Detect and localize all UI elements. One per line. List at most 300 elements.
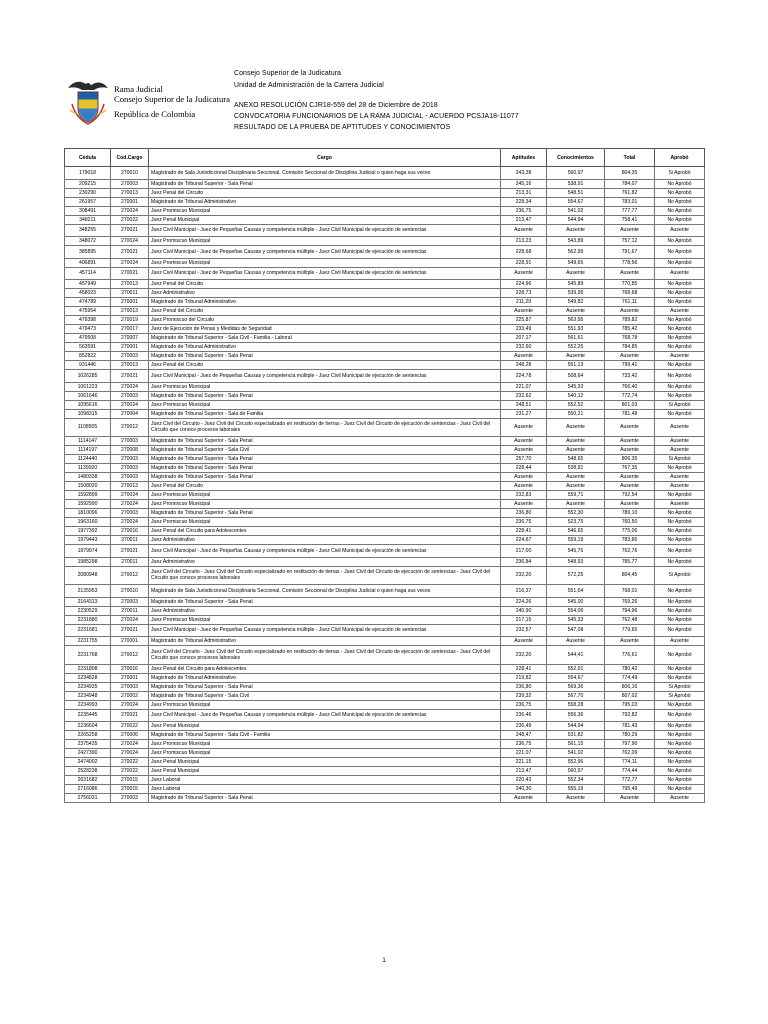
conocimientos-cell: Ausente xyxy=(547,482,605,491)
aprobo-cell: Si Aprobó xyxy=(655,400,705,409)
table-row xyxy=(65,307,705,316)
aptitudes-cell: 220,43 xyxy=(501,776,547,785)
cod-cargo-cell: 270013 xyxy=(111,482,149,491)
cedula-cell: 2234935 xyxy=(65,682,111,691)
aptitudes-cell: 232,20 xyxy=(501,566,547,585)
cod-cargo-cell: 270024 xyxy=(111,382,149,391)
cod-cargo-cell: 270024 xyxy=(111,749,149,758)
aprobo-cell: Ausente xyxy=(655,307,705,316)
aprobo-cell: No Aprobó xyxy=(655,237,705,246)
conocimientos-cell: 549,82 xyxy=(547,298,605,307)
aptitudes-cell: 213,23 xyxy=(501,237,547,246)
table-row xyxy=(65,794,705,803)
conocimientos-cell: 545,89 xyxy=(547,280,605,289)
cedula-cell: 1061223 xyxy=(65,382,111,391)
total-cell: Ausente xyxy=(605,482,655,491)
cargo-cell: Juez Penal del Circuito xyxy=(149,307,501,316)
aprobo-cell: No Aprobó xyxy=(655,370,705,383)
total-cell: 784,85 xyxy=(605,343,655,352)
cargo-cell: Magistrado de Tribunal Administrativo xyxy=(149,343,501,352)
cargo-cell: Juez Promiscuo Municipal xyxy=(149,491,501,500)
table-row xyxy=(65,722,705,731)
total-cell: 789,82 xyxy=(605,316,655,325)
aprobo-cell: No Aprobó xyxy=(655,785,705,794)
table-row xyxy=(65,758,705,767)
total-cell: 774,49 xyxy=(605,673,655,682)
cedula-cell: 479398 xyxy=(65,316,111,325)
cedula-cell: 931446 xyxy=(65,361,111,370)
aptitudes-cell: 213,47 xyxy=(501,767,547,776)
aptitudes-cell: 228,41 xyxy=(501,664,547,673)
table-row xyxy=(65,258,705,267)
conocimientos-cell: 552,01 xyxy=(547,664,605,673)
aptitudes-cell: 207,17 xyxy=(501,334,547,343)
conocimientos-cell: 549,65 xyxy=(547,258,605,267)
cod-cargo-cell: 270019 xyxy=(111,316,149,325)
cedula-cell: 2231768 xyxy=(65,646,111,665)
aptitudes-cell: Ausente xyxy=(501,794,547,803)
total-cell: 783,01 xyxy=(605,197,655,206)
conocimientos-cell: 544,94 xyxy=(547,215,605,224)
aptitudes-cell: 248,28 xyxy=(501,361,547,370)
cedula-cell: 479473 xyxy=(65,325,111,334)
cargo-cell: Juez Promiscuo Municipal xyxy=(149,206,501,215)
total-cell: 792,54 xyxy=(605,491,655,500)
total-cell: 775,06 xyxy=(605,527,655,536)
aprobo-cell: No Aprobó xyxy=(655,731,705,740)
conocimientos-cell: Ausente xyxy=(547,418,605,437)
aptitudes-cell: 245,16 xyxy=(501,179,547,188)
aptitudes-cell: 225,87 xyxy=(501,316,547,325)
cod-cargo-cell: 270010 xyxy=(111,167,149,180)
conocimientos-cell: Ausente xyxy=(547,307,605,316)
total-cell: 761,11 xyxy=(605,298,655,307)
cedula-cell: 1592990 xyxy=(65,500,111,509)
cedula-cell: 2265258 xyxy=(65,731,111,740)
cedula-cell: 209215 xyxy=(65,179,111,188)
table-row xyxy=(65,664,705,673)
cedula-cell: 1508020 xyxy=(65,482,111,491)
aptitudes-cell: Ausente xyxy=(501,267,547,280)
cedula-cell: 348072 xyxy=(65,237,111,246)
aprobo-cell: No Aprobó xyxy=(655,749,705,758)
aptitudes-cell: 236,80 xyxy=(501,682,547,691)
table-row xyxy=(65,700,705,709)
table-row xyxy=(65,536,705,545)
conocimientos-cell: 546,65 xyxy=(547,527,605,536)
cedula-cell: 475954 xyxy=(65,307,111,316)
cedula-cell: 2231880 xyxy=(65,615,111,624)
total-cell: 781,43 xyxy=(605,722,655,731)
total-cell: 776,61 xyxy=(605,646,655,665)
aptitudes-cell: 228,73 xyxy=(501,289,547,298)
cedula-cell: 1977392 xyxy=(65,527,111,536)
cedula-cell: 479508 xyxy=(65,334,111,343)
conocimientos-cell: 554,06 xyxy=(547,606,605,615)
cargo-cell: Magistrado de Tribunal Administrativo xyxy=(149,298,501,307)
cedula-cell: 385895 xyxy=(65,246,111,259)
cedula-cell: 2528238 xyxy=(65,767,111,776)
aprobo-cell: No Aprobó xyxy=(655,758,705,767)
cargo-cell: Juez Promiscuo del Circuito xyxy=(149,316,501,325)
conocimientos-cell: 552,34 xyxy=(547,776,605,785)
conocimientos-cell: 560,97 xyxy=(547,767,605,776)
cod-cargo-cell: 270013 xyxy=(111,280,149,289)
aprobo-cell: No Aprobó xyxy=(655,197,705,206)
total-cell: 777,77 xyxy=(605,206,655,215)
column-header-cargo: Cargo xyxy=(149,149,501,167)
aptitudes-cell: 236,46 xyxy=(501,709,547,722)
aprobo-cell: No Aprobó xyxy=(655,361,705,370)
conocimientos-cell: Ausente xyxy=(547,267,605,280)
cod-cargo-cell: 270010 xyxy=(111,585,149,598)
table-row xyxy=(65,464,705,473)
conocimientos-cell: 556,36 xyxy=(547,709,605,722)
cedula-cell: 2756031 xyxy=(65,794,111,803)
table-row xyxy=(65,224,705,237)
cod-cargo-cell: 270003 xyxy=(111,682,149,691)
table-row xyxy=(65,179,705,188)
cedula-cell: 1095616 xyxy=(65,400,111,409)
total-cell: 733,42 xyxy=(605,370,655,383)
aprobo-cell: Ausente xyxy=(655,267,705,280)
logo-line-3: República de Colombia xyxy=(114,109,196,119)
aptitudes-cell: 236,75 xyxy=(501,740,547,749)
aprobo-cell: No Aprobó xyxy=(655,615,705,624)
total-cell: 767,35 xyxy=(605,464,655,473)
column-header-total: Total xyxy=(605,149,655,167)
cedula-cell: 2231808 xyxy=(65,664,111,673)
cod-cargo-cell: 270022 xyxy=(111,758,149,767)
conocimientos-cell: 545,76 xyxy=(547,545,605,558)
table-row xyxy=(65,731,705,740)
table-row xyxy=(65,597,705,606)
cedula-cell: 2235445 xyxy=(65,709,111,722)
cod-cargo-cell: 270021 xyxy=(111,246,149,259)
cod-cargo-cell: 270012 xyxy=(111,646,149,665)
cod-cargo-cell: 270003 xyxy=(111,794,149,803)
table-row xyxy=(65,280,705,289)
conocimientos-cell: 545,00 xyxy=(547,597,605,606)
cedula-cell: 348211 xyxy=(65,215,111,224)
aptitudes-cell: Ausente xyxy=(501,418,547,437)
aprobo-cell: Ausente xyxy=(655,352,705,361)
cod-cargo-cell: 270007 xyxy=(111,334,149,343)
conocimientos-cell: 559,19 xyxy=(547,536,605,545)
logo-line-2: Consejo Superior de la Judicatura xyxy=(114,94,230,104)
cargo-cell: Juez Promiscuo Municipal xyxy=(149,700,501,709)
table-row xyxy=(65,606,705,615)
total-cell: 783,86 xyxy=(605,536,655,545)
cedula-cell: 457114 xyxy=(65,267,111,280)
cod-cargo-cell: 270024 xyxy=(111,400,149,409)
table-row xyxy=(65,188,705,197)
cargo-cell: Magistrado de Sala Jurisdiccional Disciplinaria Seccional, Comisión Seccional de Disciplina Judicial o quien haga sus veces xyxy=(149,585,501,598)
total-cell: 762,09 xyxy=(605,749,655,758)
total-cell: 758,41 xyxy=(605,215,655,224)
total-cell: 781,48 xyxy=(605,409,655,418)
cargo-cell: Juez Promiscuo Municipal xyxy=(149,740,501,749)
cod-cargo-cell: 270001 xyxy=(111,197,149,206)
aprobo-cell: No Aprobó xyxy=(655,298,705,307)
aprobo-cell: No Aprobó xyxy=(655,527,705,536)
cedula-cell: 1061646 xyxy=(65,391,111,400)
total-cell: Ausente xyxy=(605,418,655,437)
total-cell: 770,85 xyxy=(605,280,655,289)
conocimientos-cell: 547,08 xyxy=(547,624,605,637)
aprobo-cell: No Aprobó xyxy=(655,409,705,418)
aptitudes-cell: 217,15 xyxy=(501,615,547,624)
aprobo-cell: Si Aprobó xyxy=(655,682,705,691)
cod-cargo-cell: 270022 xyxy=(111,215,149,224)
table-row xyxy=(65,776,705,785)
cedula-cell: 2164313 xyxy=(65,597,111,606)
total-cell: 789,10 xyxy=(605,509,655,518)
aptitudes-cell: 231,27 xyxy=(501,409,547,418)
aprobo-cell: No Aprobó xyxy=(655,206,705,215)
conocimientos-cell: 538,91 xyxy=(547,464,605,473)
total-cell: 769,26 xyxy=(605,597,655,606)
aptitudes-cell: Ausente xyxy=(501,473,547,482)
cod-cargo-cell: 270024 xyxy=(111,518,149,527)
cod-cargo-cell: 270004 xyxy=(111,409,149,418)
total-cell: 797,90 xyxy=(605,740,655,749)
table-row xyxy=(65,527,705,536)
conocimientos-cell: 562,99 xyxy=(547,246,605,259)
table-row xyxy=(65,267,705,280)
total-cell: 772,77 xyxy=(605,776,655,785)
aprobo-cell: No Aprobó xyxy=(655,509,705,518)
aptitudes-cell: 236,75 xyxy=(501,518,547,527)
cedula-cell: 563591 xyxy=(65,343,111,352)
aprobo-cell: Ausente xyxy=(655,482,705,491)
aptitudes-cell: 213,31 xyxy=(501,188,547,197)
cargo-cell: Juez de Ejecución de Penas y Medidas de Seguridad xyxy=(149,325,501,334)
total-cell: 792,82 xyxy=(605,709,655,722)
cod-cargo-cell: 270024 xyxy=(111,740,149,749)
conocimientos-cell: Ausente xyxy=(547,352,605,361)
aptitudes-cell: 248,47 xyxy=(501,731,547,740)
total-cell: 785,42 xyxy=(605,325,655,334)
table-row xyxy=(65,237,705,246)
cedula-cell: 2375435 xyxy=(65,740,111,749)
table-row xyxy=(65,624,705,637)
conocimientos-cell: 523,75 xyxy=(547,518,605,527)
cedula-cell: 1985298 xyxy=(65,557,111,566)
cedula-cell: 2234948 xyxy=(65,691,111,700)
aptitudes-cell: 216,37 xyxy=(501,585,547,598)
total-cell: 806,35 xyxy=(605,455,655,464)
conocimientos-cell: 508,64 xyxy=(547,370,605,383)
cod-cargo-cell: 270011 xyxy=(111,536,149,545)
cedula-cell: 1592899 xyxy=(65,491,111,500)
cod-cargo-cell: 270022 xyxy=(111,722,149,731)
cargo-cell: Magistrado de Tribunal Administrativo xyxy=(149,197,501,206)
table-row xyxy=(65,409,705,418)
cargo-cell: Magistrado de Tribunal Superior - Sala Civil xyxy=(149,691,501,700)
conocimientos-cell: 551,64 xyxy=(547,585,605,598)
conocimientos-cell: 541,02 xyxy=(547,206,605,215)
cedula-cell: 308491 xyxy=(65,206,111,215)
cod-cargo-cell: 270001 xyxy=(111,637,149,646)
cod-cargo-cell: 270003 xyxy=(111,352,149,361)
aprobo-cell: No Aprobó xyxy=(655,316,705,325)
table-row xyxy=(65,167,705,180)
cargo-cell: Juez Civil Municipal - Juez de Pequeñas Causas y competencia múltiple - Juez Civil Municipal de ejecución de sentencias xyxy=(149,246,501,259)
table-row xyxy=(65,334,705,343)
cargo-cell: Juez Promiscuo Municipal xyxy=(149,749,501,758)
table-row xyxy=(65,455,705,464)
total-cell: 774,11 xyxy=(605,758,655,767)
cedula-cell: 2236604 xyxy=(65,722,111,731)
aprobo-cell: No Aprobó xyxy=(655,258,705,267)
cod-cargo-cell: 270001 xyxy=(111,673,149,682)
aptitudes-cell: 221,07 xyxy=(501,749,547,758)
cod-cargo-cell: 270001 xyxy=(111,298,149,307)
aptitudes-cell: 211,29 xyxy=(501,298,547,307)
aptitudes-cell: 233,49 xyxy=(501,325,547,334)
cargo-cell: Juez Promiscuo Municipal xyxy=(149,500,501,509)
cedula-cell: 1098315 xyxy=(65,409,111,418)
aptitudes-cell: Ausente xyxy=(501,482,547,491)
cod-cargo-cell: 270013 xyxy=(111,307,149,316)
conocimientos-cell: 563,95 xyxy=(547,316,605,325)
aptitudes-cell: 224,78 xyxy=(501,370,547,383)
cargo-cell: Magistrado de Tribunal Superior - Sala Penal xyxy=(149,473,501,482)
conocimientos-cell: 560,97 xyxy=(547,167,605,180)
aprobo-cell: Ausente xyxy=(655,418,705,437)
table-header-row xyxy=(65,149,705,167)
total-cell: Ausente xyxy=(605,446,655,455)
aptitudes-cell: 232,62 xyxy=(501,391,547,400)
cargo-cell: Juez Promiscuo Municipal xyxy=(149,382,501,391)
aprobo-cell: No Aprobó xyxy=(655,280,705,289)
cargo-cell: Juez Promiscuo Municipal xyxy=(149,615,501,624)
cargo-cell: Magistrado de Tribunal Administrativo xyxy=(149,673,501,682)
cedula-cell: 1139920 xyxy=(65,464,111,473)
cedula-cell: 2427390 xyxy=(65,749,111,758)
table-row xyxy=(65,509,705,518)
aptitudes-cell: 232,57 xyxy=(501,624,547,637)
cedula-cell: 1979443 xyxy=(65,536,111,545)
cedula-cell: 1114197 xyxy=(65,446,111,455)
cod-cargo-cell: 270011 xyxy=(111,557,149,566)
aprobo-cell: No Aprobó xyxy=(655,382,705,391)
cargo-cell: Magistrado de Tribunal Superior - Sala Penal xyxy=(149,179,501,188)
aptitudes-cell: 224,67 xyxy=(501,536,547,545)
cedula-cell: 2631682 xyxy=(65,776,111,785)
aptitudes-cell: 224,26 xyxy=(501,597,547,606)
table-row xyxy=(65,316,705,325)
cargo-cell: Juez Civil Municipal - Juez de Pequeñas Causas y competencia múltiple - Juez Civil Municipal de ejecución de sentencias xyxy=(149,370,501,383)
conocimientos-cell: 545,33 xyxy=(547,615,605,624)
cod-cargo-cell: 270024 xyxy=(111,491,149,500)
aprobo-cell: No Aprobó xyxy=(655,740,705,749)
table-row xyxy=(65,749,705,758)
cargo-cell: Juez Promiscuo Municipal xyxy=(149,400,501,409)
cargo-cell: Juez Promiscuo Municipal xyxy=(149,237,501,246)
conocimientos-cell: Ausente xyxy=(547,473,605,482)
aprobo-cell: No Aprobó xyxy=(655,597,705,606)
cod-cargo-cell: 270016 xyxy=(111,527,149,536)
total-cell: Ausente xyxy=(605,437,655,446)
cod-cargo-cell: 270003 xyxy=(111,597,149,606)
table-row xyxy=(65,197,705,206)
aptitudes-cell: 217,00 xyxy=(501,545,547,558)
conocimientos-cell: 567,70 xyxy=(547,691,605,700)
cedula-cell: 1114147 xyxy=(65,437,111,446)
cedula-cell: 1480338 xyxy=(65,473,111,482)
table-row xyxy=(65,246,705,259)
cod-cargo-cell: 270021 xyxy=(111,224,149,237)
conocimientos-cell: 572,25 xyxy=(547,566,605,585)
header-line-3: ANEXO RESOLUCIÓN CJR18-559 del 28 de Diciembre de 2018 xyxy=(234,102,438,109)
cargo-cell: Juez Penal del Circuito xyxy=(149,280,501,289)
aptitudes-cell: 221,15 xyxy=(501,758,547,767)
header-line-2: Unidad de Administración de la Carrera Judicial xyxy=(234,82,384,89)
aptitudes-cell: Ausente xyxy=(501,224,547,237)
total-cell: 778,56 xyxy=(605,258,655,267)
aprobo-cell: No Aprobó xyxy=(655,585,705,598)
aptitudes-cell: 232,60 xyxy=(501,343,547,352)
cedula-cell: 457949 xyxy=(65,280,111,289)
cedula-cell: 348255 xyxy=(65,224,111,237)
aptitudes-cell: Ausente xyxy=(501,352,547,361)
cod-cargo-cell: 270001 xyxy=(111,343,149,352)
cedula-cell: 2716086 xyxy=(65,785,111,794)
table-row xyxy=(65,370,705,383)
aptitudes-cell: 248,51 xyxy=(501,400,547,409)
conocimientos-cell: 548,93 xyxy=(547,557,605,566)
cod-cargo-cell: 270013 xyxy=(111,188,149,197)
aprobo-cell: No Aprobó xyxy=(655,776,705,785)
conocimientos-cell: 559,71 xyxy=(547,491,605,500)
table-row xyxy=(65,343,705,352)
page-number: 1 xyxy=(382,957,386,964)
cod-cargo-cell: 270011 xyxy=(111,606,149,615)
conocimientos-cell: 552,30 xyxy=(547,509,605,518)
aprobo-cell: Si Aprobó xyxy=(655,455,705,464)
aptitudes-cell: Ausente xyxy=(501,446,547,455)
table-row xyxy=(65,400,705,409)
aptitudes-cell: 257,70 xyxy=(501,455,547,464)
cargo-cell: Juez Administrativo xyxy=(149,606,501,615)
conocimientos-cell: 554,67 xyxy=(547,197,605,206)
cargo-cell: Magistrado de Tribunal Superior - Sala Civil xyxy=(149,446,501,455)
cedula-cell: 2234828 xyxy=(65,673,111,682)
cod-cargo-cell: 270024 xyxy=(111,615,149,624)
aprobo-cell: Ausente xyxy=(655,473,705,482)
cargo-cell: Magistrado de Tribunal Administrativo xyxy=(149,637,501,646)
aprobo-cell: Si Aprobó xyxy=(655,167,705,180)
cargo-cell: Juez Administrativo xyxy=(149,557,501,566)
column-header-conocimientos: Conocimientos xyxy=(547,149,605,167)
cargo-cell: Juez Penal del Circuito xyxy=(149,361,501,370)
total-cell: Ausente xyxy=(605,307,655,316)
cod-cargo-cell: 270024 xyxy=(111,700,149,709)
cargo-cell: Juez Penal del Circuito para Adolescentes xyxy=(149,527,501,536)
conocimientos-cell: 540,12 xyxy=(547,391,605,400)
column-header-cod-cargo: Cod.Cargo xyxy=(111,149,149,167)
cedula-cell: 1026285 xyxy=(65,370,111,383)
aptitudes-cell: 243,38 xyxy=(501,167,547,180)
table-row xyxy=(65,298,705,307)
aprobo-cell: No Aprobó xyxy=(655,325,705,334)
cargo-cell: Magistrado de Tribunal Superior - Sala Penal xyxy=(149,464,501,473)
cedula-cell: 261957 xyxy=(65,197,111,206)
conocimientos-cell: 545,33 xyxy=(547,382,605,391)
cargo-cell: Juez Penal Municipal xyxy=(149,758,501,767)
